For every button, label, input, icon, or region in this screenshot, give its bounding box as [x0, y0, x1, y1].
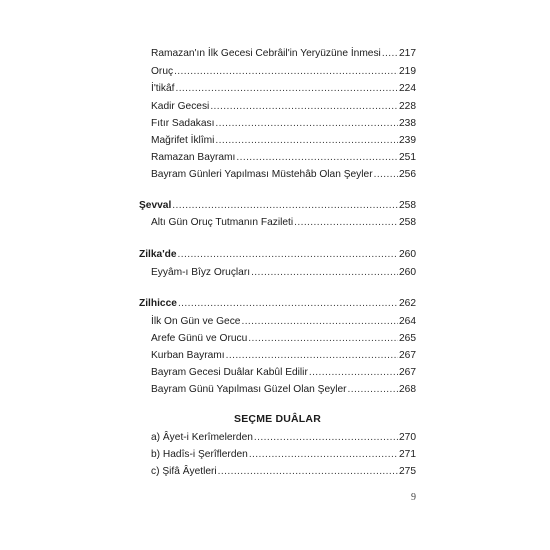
toc-entry-title: Mağrifet İklîmi: [151, 135, 215, 146]
toc-entry: [151, 366, 416, 379]
toc-entry-title: İlk On Gün ve Gece: [151, 316, 241, 327]
leader-dots: [348, 383, 398, 396]
toc-entry-page: 268: [399, 384, 416, 395]
toc-entry-page: 239: [399, 135, 416, 146]
toc-entry: [151, 383, 416, 396]
toc-entry: [151, 117, 416, 130]
toc-entry: [151, 216, 416, 229]
leader-dots: [294, 216, 398, 229]
toc-section-zilkade: [139, 248, 416, 261]
toc-entry: [151, 448, 416, 461]
toc-entry: [151, 349, 416, 362]
leader-dots: [254, 431, 398, 444]
toc-entry-title: Ramazan'ın İlk Gecesi Cebrâil'in Yeryüzüne İnmesi: [151, 48, 381, 59]
leader-dots: [172, 199, 398, 212]
toc-entry: [151, 47, 416, 60]
toc-entry: [151, 151, 416, 164]
leader-dots: [251, 266, 398, 279]
toc-entry-page: 267: [399, 367, 416, 378]
leader-dots: [382, 47, 398, 60]
toc-entry-title: Ramazan Bayramı: [151, 152, 236, 163]
toc-section-page: 262: [399, 298, 416, 309]
leader-dots: [174, 65, 398, 78]
toc-section-page: 260: [399, 249, 416, 260]
toc-entry-title: Bayram Gecesi Duâlar Kabûl Edilir: [151, 367, 308, 378]
toc-entry-page: 260: [399, 267, 416, 278]
toc-entry: [151, 332, 416, 345]
toc-entry-page: 238: [399, 118, 416, 129]
toc-section-page: 258: [399, 200, 416, 211]
toc-entry-page: 264: [399, 316, 416, 327]
toc-section-title: Zilka'de: [139, 249, 177, 260]
leader-dots: [178, 297, 398, 310]
toc-entry-title: İ'tikâf: [151, 83, 175, 94]
toc-entry-title: Altı Gün Oruç Tutmanın Fazileti: [151, 217, 294, 228]
toc-entry-page: 270: [399, 432, 416, 443]
toc-entry-page: 275: [399, 466, 416, 477]
toc-entry-title: Arefe Günü ve Orucu: [151, 333, 248, 344]
leader-dots: [249, 448, 398, 461]
leader-dots: [309, 366, 398, 379]
leader-dots: [215, 117, 398, 130]
toc-entry-title: Oruç: [151, 66, 174, 77]
leader-dots: [218, 465, 398, 478]
toc-entry: [151, 465, 416, 478]
toc-entry-title: Bayram Günü Yapılması Güzel Olan Şeyler: [151, 384, 347, 395]
toc-entry-page: 265: [399, 333, 416, 344]
toc-entry-page: 217: [399, 48, 416, 59]
toc-entry-title: Fıtır Sadakası: [151, 118, 215, 129]
toc-entry-title: Kurban Bayramı: [151, 350, 225, 361]
leader-dots: [374, 168, 398, 181]
toc-section-sevval: [139, 199, 416, 212]
toc-entry: [151, 168, 416, 181]
leader-dots: [226, 349, 398, 362]
leader-dots: [175, 82, 398, 95]
toc-entry: [151, 65, 416, 78]
toc-entry-title: c) Şifâ Âyetleri: [151, 466, 217, 477]
leader-dots: [236, 151, 398, 164]
toc-entry-page: 219: [399, 66, 416, 77]
toc-entry-page: 271: [399, 449, 416, 460]
leader-dots: [178, 248, 398, 261]
toc-entry: [151, 82, 416, 95]
toc-entry-page: 258: [399, 217, 416, 228]
section-heading: SEÇME DUÂLAR: [234, 413, 321, 425]
leader-dots: [210, 100, 398, 113]
leader-dots: [215, 134, 398, 147]
toc-entry-title: b) Hadîs-i Şerîflerden: [151, 449, 248, 460]
toc-entry-title: Bayram Günleri Yapılması Müstehâb Olan Şeyler: [151, 169, 373, 180]
toc-section-title: Zilhicce: [139, 298, 177, 309]
toc-entry-title: Eyyâm-ı Bîyz Oruçları: [151, 267, 251, 278]
toc-entry-page: 251: [399, 152, 416, 163]
toc-entry-page: 256: [399, 169, 416, 180]
toc-section-zilhicce: [139, 297, 416, 310]
page-number: 9: [411, 492, 416, 503]
toc-entry-page: 224: [399, 83, 416, 94]
toc-entry: [151, 431, 416, 444]
toc-entry: [151, 100, 416, 113]
leader-dots: [241, 315, 398, 328]
toc-entry: [151, 134, 416, 147]
toc-entry: [151, 315, 416, 328]
leader-dots: [248, 332, 398, 345]
toc-entry-title: a) Âyet-i Kerîmelerden: [151, 432, 253, 443]
toc-entry-page: 228: [399, 101, 416, 112]
toc-entry-page: 267: [399, 350, 416, 361]
toc-entry: [151, 266, 416, 279]
toc-section-title: Şevval: [139, 200, 172, 211]
toc-entry-title: Kadir Gecesi: [151, 101, 210, 112]
